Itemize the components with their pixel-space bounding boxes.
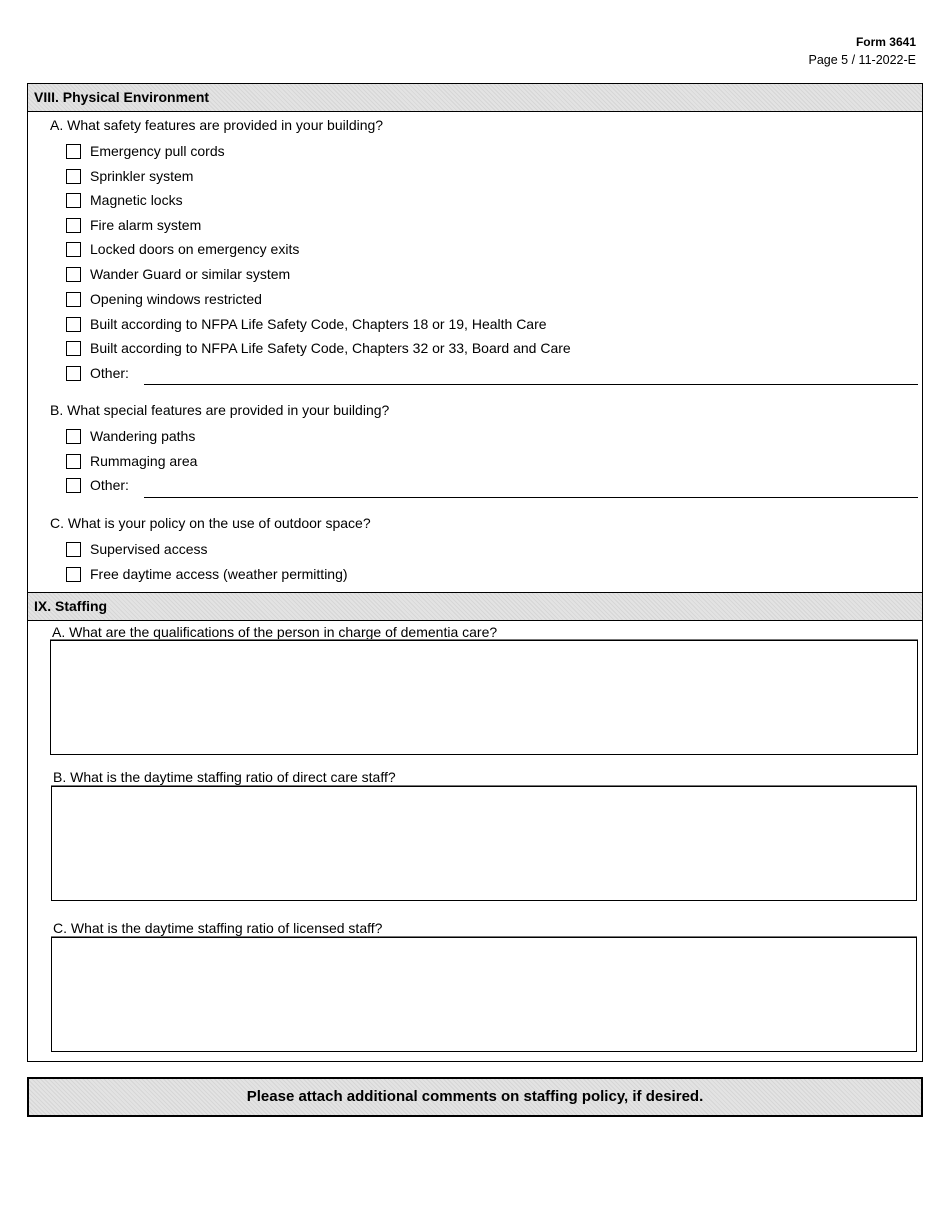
special-other-input-line[interactable]	[144, 497, 918, 498]
option-wander-guard[interactable]	[66, 266, 290, 282]
section-physical-environment-header: VIII. Physical Environment	[27, 83, 923, 112]
checkbox-emergency-pull-cords[interactable]	[66, 144, 81, 159]
option-label: Opening windows restricted	[90, 291, 262, 307]
checkbox-opening-windows-restricted[interactable]	[66, 292, 81, 307]
option-label: Fire alarm system	[90, 217, 202, 233]
checkbox-safety-other[interactable]	[66, 366, 81, 381]
question-special-features: B. What special features are provided in your building?	[50, 402, 390, 418]
section-staffing-header: IX. Staffing	[27, 592, 923, 621]
staffing-comments-note: Please attach additional comments on staffing policy, if desired.	[27, 1077, 923, 1117]
safety-other-input-line[interactable]	[144, 384, 918, 385]
option-magnetic-locks[interactable]	[66, 192, 183, 208]
option-locked-emergency-exits[interactable]	[66, 241, 299, 257]
option-label: Magnetic locks	[90, 192, 183, 208]
checkbox-special-other[interactable]	[66, 478, 81, 493]
direct-care-ratio-textarea[interactable]	[51, 786, 917, 901]
option-nfpa-health-care[interactable]	[66, 316, 547, 332]
form-number: Form 3641	[855, 35, 916, 49]
checkbox-supervised-access[interactable]	[66, 542, 81, 557]
checkbox-wander-guard[interactable]	[66, 267, 81, 282]
option-label: Emergency pull cords	[90, 143, 225, 159]
option-label: Locked doors on emergency exits	[90, 241, 300, 257]
licensed-staff-ratio-textarea[interactable]	[51, 937, 917, 1052]
option-label: Wander Guard or similar system	[90, 266, 291, 282]
checkbox-free-daytime-access[interactable]	[66, 567, 81, 582]
option-opening-windows-restricted[interactable]	[66, 291, 262, 307]
option-label: Other:	[90, 365, 129, 381]
question-direct-care-ratio: B. What is the daytime staffing ratio of direct care staff?	[53, 769, 396, 785]
option-fire-alarm-system[interactable]	[66, 217, 201, 233]
question-safety-features: A. What safety features are provided in your building?	[50, 117, 384, 133]
checkbox-magnetic-locks[interactable]	[66, 193, 81, 208]
option-label: Supervised access	[90, 541, 208, 557]
question-licensed-staff-ratio: C. What is the daytime staffing ratio of licensed staff?	[53, 920, 383, 936]
option-sprinkler-system[interactable]	[66, 168, 193, 184]
option-supervised-access[interactable]	[66, 541, 208, 557]
checkbox-locked-emergency-exits[interactable]	[66, 242, 81, 257]
option-label: Sprinkler system	[90, 168, 194, 184]
option-wandering-paths[interactable]	[66, 428, 195, 444]
page-info: Page 5 / 11-2022-E	[808, 53, 916, 67]
option-label: Rummaging area	[90, 453, 198, 469]
option-label: Wandering paths	[90, 428, 196, 444]
question-dementia-care-qualifications: A. What are the qualifications of the person in charge of dementia care?	[52, 624, 498, 640]
option-label: Other:	[90, 477, 129, 493]
option-safety-other[interactable]	[66, 365, 129, 381]
checkbox-nfpa-board-and-care[interactable]	[66, 341, 81, 356]
question-outdoor-policy: C. What is your policy on the use of outdoor space?	[50, 515, 371, 531]
checkbox-rummaging-area[interactable]	[66, 454, 81, 469]
dementia-care-qualifications-textarea[interactable]	[50, 640, 918, 755]
option-label: Built according to NFPA Life Safety Code, Chapters 18 or 19, Health Care	[90, 316, 547, 332]
option-rummaging-area[interactable]	[66, 453, 197, 469]
option-label: Free daytime access (weather permitting)	[90, 566, 348, 582]
checkbox-wandering-paths[interactable]	[66, 429, 81, 444]
option-label: Built according to NFPA Life Safety Code, Chapters 32 or 33, Board and Care	[90, 340, 571, 356]
checkbox-nfpa-health-care[interactable]	[66, 317, 81, 332]
option-emergency-pull-cords[interactable]	[66, 143, 225, 159]
option-special-other[interactable]	[66, 477, 129, 493]
checkbox-fire-alarm-system[interactable]	[66, 218, 81, 233]
checkbox-sprinkler-system[interactable]	[66, 169, 81, 184]
option-free-daytime-access[interactable]	[66, 566, 348, 582]
option-nfpa-board-and-care[interactable]	[66, 340, 571, 356]
